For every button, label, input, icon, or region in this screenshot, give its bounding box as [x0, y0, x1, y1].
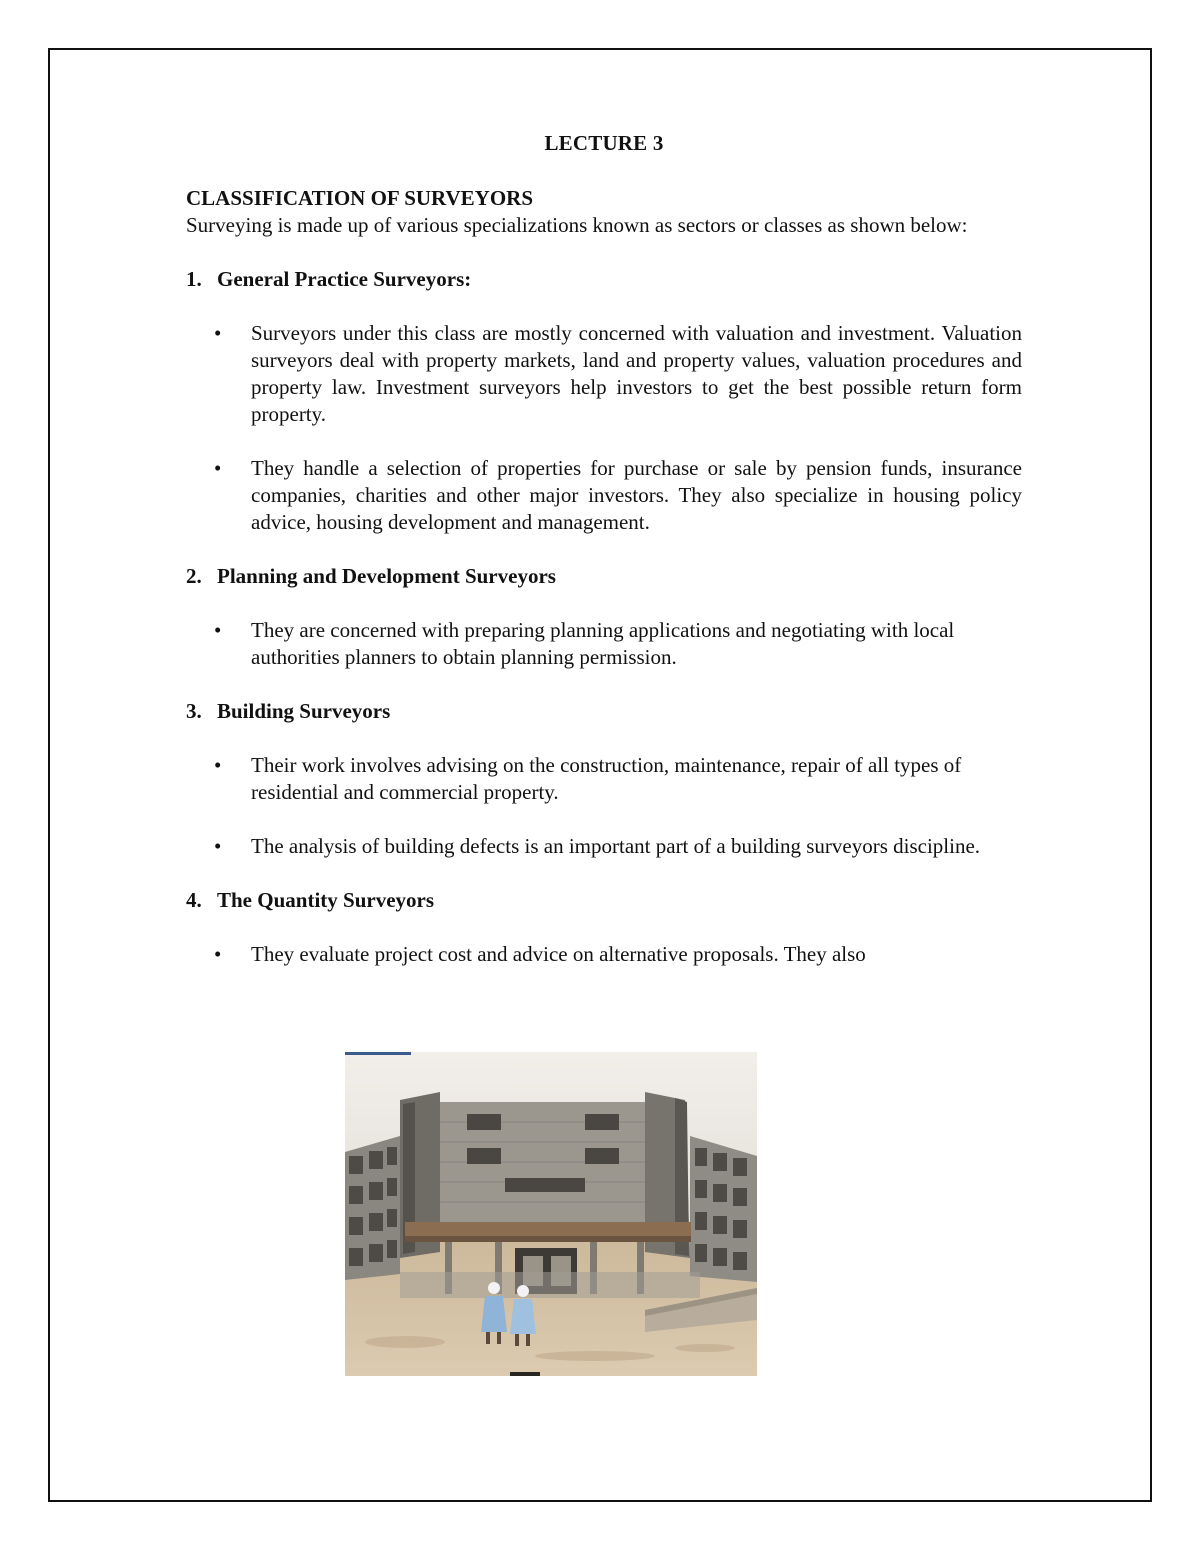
- bullet-list: [186, 941, 1022, 968]
- list-item: [186, 455, 1022, 536]
- section-general-practice: [186, 266, 1022, 536]
- bullet-list: [186, 617, 1022, 671]
- bullet-text: They evaluate project cost and advice on alternative proposals. They also: [251, 942, 866, 966]
- bullet-icon: •: [214, 834, 222, 858]
- lecture-title: LECTURE 3: [544, 131, 664, 155]
- list-item: [186, 320, 1022, 428]
- intro-paragraph: Surveying is made up of various specializations known as sectors or classes as shown below:: [186, 213, 968, 237]
- bullet-icon: •: [214, 321, 222, 345]
- section-number: 4.: [186, 888, 202, 912]
- section-heading: Building Surveyors: [217, 699, 391, 723]
- section-building: [186, 698, 1022, 860]
- list-item: [186, 833, 1022, 860]
- section-title: CLASSIFICATION OF SURVEYORS: [186, 186, 533, 210]
- section-quantity: [186, 887, 1022, 968]
- bullet-text: Their work involves advising on the construction, maintenance, repair of all types of residential and commercial property.: [251, 753, 962, 804]
- bullet-icon: •: [214, 456, 222, 480]
- bullet-icon: •: [214, 618, 222, 642]
- bullet-list: [186, 320, 1022, 536]
- section-number: 3.: [186, 699, 202, 723]
- bullet-text: They are concerned with preparing planning applications and negotiating with local authorities planners to obtain planning permission.: [251, 618, 955, 669]
- building-photo-icon: [345, 1052, 757, 1376]
- bullet-icon: •: [214, 753, 222, 777]
- bullet-list: [186, 752, 1022, 860]
- building-photo: [345, 1052, 757, 1376]
- section-number: 1.: [186, 267, 202, 291]
- list-item: [186, 752, 1022, 806]
- bullet-text: They handle a selection of properties for purchase or sale by pension funds, insurance companies, charities and other major investors. They also specialize in housing policy advice, housing development and management.: [251, 456, 1022, 534]
- document-body: [186, 130, 1022, 995]
- section-number: 2.: [186, 564, 202, 588]
- bullet-text: Surveyors under this class are mostly concerned with valuation and investment. Valuation surveyors deal with property markets, land and property values, valuation procedures and property law. Investment surveyors help investors to get the best possible return form property.: [251, 321, 1022, 426]
- list-item: [186, 617, 1022, 671]
- bullet-icon: •: [214, 942, 222, 966]
- list-item: [186, 941, 1022, 968]
- section-planning-development: [186, 563, 1022, 671]
- section-heading: Planning and Development Surveyors: [217, 564, 556, 588]
- section-heading: The Quantity Surveyors: [217, 888, 435, 912]
- section-heading: General Practice Surveyors:: [217, 267, 472, 291]
- bullet-text: The analysis of building defects is an important part of a building surveyors discipline.: [251, 834, 981, 858]
